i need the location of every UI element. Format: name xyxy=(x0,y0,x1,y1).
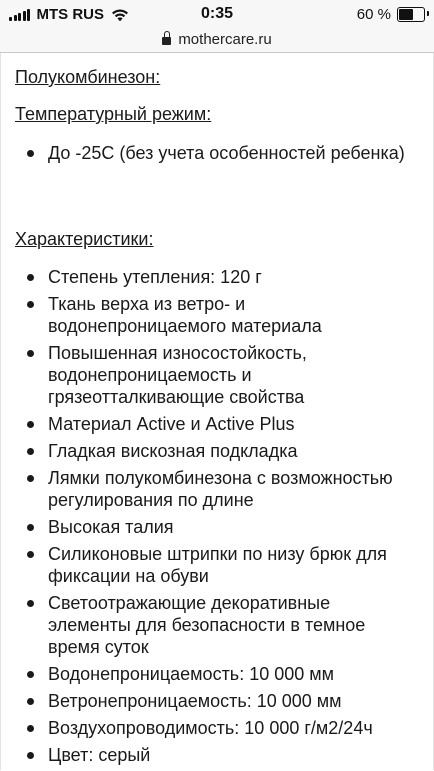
list-item: Высокая талия xyxy=(0,516,434,538)
bullet-icon xyxy=(27,551,34,558)
list-item: Повышенная износостойкость, водонепроницаемость и грязеотталкивающие свойства xyxy=(0,342,434,408)
page-content xyxy=(0,53,434,770)
battery-percentage: 60 % xyxy=(356,6,391,23)
bullet-icon xyxy=(27,150,34,157)
battery-level xyxy=(399,9,413,20)
battery-icon xyxy=(397,7,425,22)
list-item: Ветронепроницаемость: 10 000 мм xyxy=(0,690,434,712)
bullet-icon xyxy=(27,475,34,482)
bullet-icon xyxy=(27,752,34,759)
characteristics-list xyxy=(0,266,434,771)
lock-icon xyxy=(162,35,171,46)
section-heading-characteristics: Характеристики: xyxy=(15,229,154,249)
list-item: Ткань верха из ветро- и водонепроницаемого материала xyxy=(0,293,434,337)
bullet-icon xyxy=(27,725,34,732)
list-item: Степень утепления: 120 г xyxy=(0,266,434,288)
bullet-icon xyxy=(27,350,34,357)
url-text[interactable]: mothercare.ru xyxy=(178,30,272,48)
list-item: Водонепроницаемость: 10 000 мм xyxy=(0,663,434,685)
list-item: Лямки полукомбинезона с возможностью регулирования по длине xyxy=(0,467,434,511)
list-item: Материал Active и Active Plus xyxy=(0,413,434,435)
status-bar xyxy=(0,0,434,26)
status-time: 0:35 xyxy=(200,5,234,22)
bullet-icon xyxy=(27,524,34,531)
bullet-icon xyxy=(27,600,34,607)
bullet-icon xyxy=(27,421,34,428)
carrier-name: MTS RUS xyxy=(36,6,104,23)
list-item: Силиконовые штрипки по низу брюк для фиксации на обуви xyxy=(0,543,434,587)
list-item: Гладкая вискозная подкладка xyxy=(0,440,434,462)
bullet-icon xyxy=(27,671,34,678)
bullet-icon xyxy=(27,448,34,455)
list-item: Цвет: серый xyxy=(0,744,434,766)
address-bar[interactable] xyxy=(0,26,434,53)
temperature-list xyxy=(0,142,434,164)
list-item: Воздухопроводимость: 10 000 г/м2/24ч xyxy=(0,717,434,739)
bullet-icon xyxy=(27,274,34,281)
list-item: До -25С (без учета особенностей ребенка) xyxy=(0,142,434,164)
section-heading-temperature: Температурный режим: xyxy=(15,104,212,124)
bullet-icon xyxy=(27,698,34,705)
status-right xyxy=(357,6,425,23)
section-heading-overalls: Полукомбинезон: xyxy=(15,67,161,87)
bullet-icon xyxy=(27,301,34,308)
list-item: Светоотражающие декоративные элементы для безопасности в темное время суток xyxy=(0,592,434,658)
